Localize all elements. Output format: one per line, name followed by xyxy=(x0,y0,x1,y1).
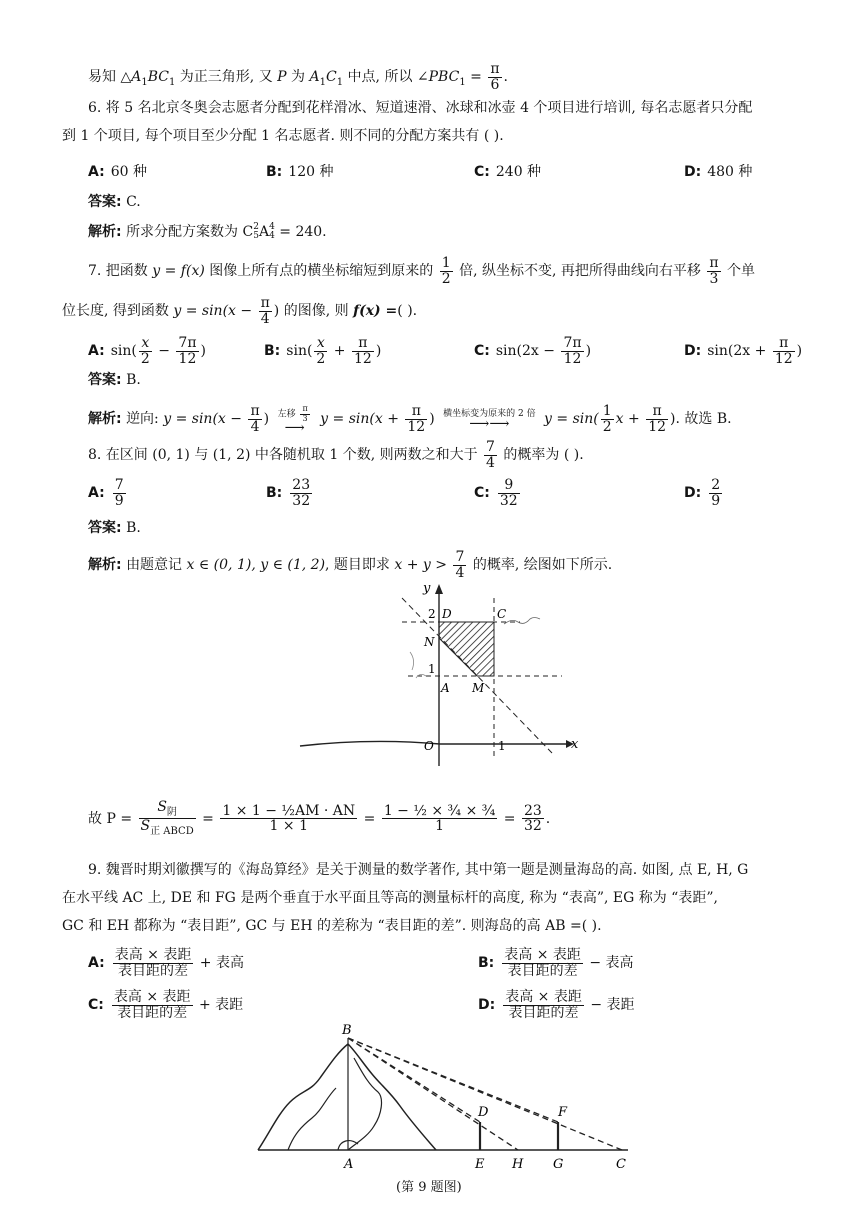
conclusion-frac2 xyxy=(220,804,357,834)
q7-line1 xyxy=(88,256,755,286)
opt-frac1 xyxy=(314,336,327,366)
frac-den: 表目距的差 xyxy=(112,1005,193,1021)
x-axis xyxy=(300,741,568,746)
q8-an-frac xyxy=(453,550,466,580)
q8-conclusion xyxy=(88,800,550,838)
q8-graph xyxy=(290,578,590,773)
conclusion-p: 故 P = xyxy=(88,810,137,827)
intro-tri-sub2: 1 xyxy=(168,76,176,88)
analysis-label: 解析: xyxy=(88,411,122,428)
frac-num: 1 xyxy=(441,255,451,271)
arrow-icon: ⟶⟶ xyxy=(469,415,510,432)
q7-an-c: ) xyxy=(263,411,270,428)
frac-den: 12 xyxy=(774,350,793,367)
answer-label: 答案: xyxy=(88,520,122,536)
arrow-label: 横坐标变为原来的 2 倍 xyxy=(443,408,536,419)
eq-sign: = xyxy=(503,810,520,827)
frac-num: 表高 × 表距 xyxy=(113,989,191,1005)
intro-text-d: 中点, 所以 ∠ xyxy=(343,69,429,86)
frac-den: 4 xyxy=(259,311,272,327)
q7-l1c: 图像上所有点的横坐标缩短到原来的 xyxy=(204,263,438,280)
scribble-mark xyxy=(410,652,426,678)
frac-num: 7π xyxy=(563,335,582,351)
intro-frac-num: π xyxy=(490,61,500,77)
frac-num xyxy=(139,800,196,818)
frac-num: 1 xyxy=(602,403,612,419)
q9-figure xyxy=(250,1022,640,1172)
q7-l1d: 倍, 纵坐标不变, 再把所得曲线向右平移 xyxy=(454,263,706,280)
q7-l2c: ) xyxy=(273,303,280,320)
option-letter: D: xyxy=(684,485,702,502)
frac-num: 表高 × 表距 xyxy=(505,989,582,1005)
q7-an-d: y = sin(x + xyxy=(320,411,404,428)
graph-two: 2 xyxy=(428,607,436,621)
q7-an-g: x + xyxy=(615,411,645,428)
graph-a: A xyxy=(441,681,450,695)
intro-text-b: 为正三角形, 又 xyxy=(175,69,278,86)
q7-pi4-frac xyxy=(259,296,272,326)
frac-num: 7 xyxy=(114,477,124,493)
q9-line2: 在水平线 AC 上, DE 和 FG 是两个垂直于水平面且等高的测量标杆的高度, 称为 “表高”, EG 称为 “表距”, xyxy=(62,890,718,906)
q6-option-d xyxy=(684,162,752,182)
answer-value: B. xyxy=(126,520,141,536)
option-tail: + 表距 xyxy=(194,997,244,1014)
frac-den: 2 xyxy=(441,270,451,287)
frac-den: 3 xyxy=(300,414,309,423)
frac-num: 表高 × 表距 xyxy=(504,947,581,963)
frac-den: 4 xyxy=(248,419,261,435)
option-frac xyxy=(290,478,312,508)
q7-option-c xyxy=(474,336,591,366)
q7-l2f: ( ). xyxy=(397,303,418,320)
frac-num: 9 xyxy=(504,477,514,493)
opt-mid: − xyxy=(153,343,175,360)
graph-y-label: y xyxy=(423,581,431,596)
graph-origin: O xyxy=(424,739,434,753)
frac-num: π xyxy=(652,403,662,419)
frac-den: 12 xyxy=(407,418,426,435)
frac-den: 表目距的差 xyxy=(503,1005,584,1021)
q9-line3: GC 和 EH 都称为 “表目距”, GC 与 EH 的差称为 “表目距的差”. 则海岛的高 AB =( ). xyxy=(62,918,602,934)
frac-den: 32 xyxy=(499,492,518,509)
q8-an-d: x + y > xyxy=(394,557,452,574)
q6-analysis xyxy=(88,222,327,242)
conclusion-frac4 xyxy=(522,804,544,834)
island-outline xyxy=(258,1044,436,1150)
q8-analysis xyxy=(88,550,612,580)
frac-den: 9 xyxy=(711,492,721,509)
q7-an-frac3 xyxy=(601,404,614,434)
frac-den: 2 xyxy=(316,350,326,367)
intro-mid2-sub: 1 xyxy=(336,76,344,88)
frac-den: 2 xyxy=(602,418,612,435)
q9-option-d xyxy=(478,990,635,1020)
opt-pre: sin(2x + xyxy=(707,343,771,360)
opt-post: ) xyxy=(375,343,382,360)
frac-num: 1 − ½ × ¾ × ¾ xyxy=(383,802,496,819)
arrow-icon: ⟶ xyxy=(284,420,305,437)
s-square-sub: 正 ABCD xyxy=(150,826,194,838)
q7-l1b: y = f(x) xyxy=(152,263,205,280)
q9-option-a xyxy=(88,948,244,978)
option-letter: C: xyxy=(474,343,490,360)
frac-den xyxy=(139,818,196,837)
fig-label-e: E xyxy=(475,1157,485,1172)
opt-frac2 xyxy=(176,336,198,366)
q7-an-a: 逆向: xyxy=(126,411,164,428)
frac-num: 1 × 1 − ½AM · AN xyxy=(222,802,356,819)
conclusion-frac3 xyxy=(382,804,498,834)
option-letter: A: xyxy=(88,955,105,972)
frac-num: x xyxy=(141,335,150,351)
frac-den: 12 xyxy=(176,351,198,367)
frac-num: π xyxy=(358,335,368,351)
answer-label: 答案: xyxy=(88,194,122,210)
frac-num: x xyxy=(316,335,325,351)
conclusion-end: . xyxy=(545,810,551,827)
frac-num: π xyxy=(302,404,308,414)
graph-c: C xyxy=(497,607,507,621)
option-letter: B: xyxy=(266,485,283,502)
q6-analysis-a: 所求分配方案数为 C xyxy=(126,224,254,240)
q7-l2e: f(x) = xyxy=(353,303,398,320)
intro-tri-sub1: 1 xyxy=(141,76,148,88)
q8-option-b xyxy=(266,478,314,508)
q8-answer xyxy=(88,518,141,538)
frac-den: 4 xyxy=(486,454,495,471)
opt-pre: sin( xyxy=(286,343,313,360)
q8-option-d xyxy=(684,478,724,508)
intro-mid2: C xyxy=(326,69,337,86)
q7-option-b xyxy=(264,336,381,366)
q8-line1 xyxy=(88,440,584,470)
q7-pi3-frac xyxy=(707,256,720,286)
q7-l2d: 的图像, 则 xyxy=(279,303,354,320)
frac-den: 3 xyxy=(707,271,720,287)
q7-l2a: 位长度, 得到函数 xyxy=(62,303,174,320)
q6-option-text: 120 种 xyxy=(288,164,334,180)
sight-bf xyxy=(348,1038,558,1122)
conclusion-frac1 xyxy=(139,800,196,838)
option-letter: C: xyxy=(88,997,104,1014)
option-frac xyxy=(112,990,193,1020)
opt-pre: sin( xyxy=(110,343,137,360)
q7-l1e: 个单 xyxy=(722,263,755,280)
fig-label-d: D xyxy=(478,1105,489,1120)
opt-mid: + xyxy=(329,343,350,360)
answer-value: B. xyxy=(126,372,141,388)
y-axis-arrow-icon xyxy=(435,584,443,594)
q7-an-e: ) xyxy=(429,411,435,428)
frac-num: 表高 × 表距 xyxy=(114,947,192,963)
option-letter: C: xyxy=(474,485,490,502)
option-tail: + 表高 xyxy=(195,955,244,972)
frac-num: 23 xyxy=(523,802,542,819)
q8-an-e: 的概率, 绘图如下所示. xyxy=(468,557,613,574)
fig-label-h: H xyxy=(512,1157,524,1172)
q7-option-d xyxy=(684,336,802,366)
q6-line2: 到 1 个项目, 每个项目至少分配 1 名志愿者. 则不同的分配方案共有 ( ). xyxy=(62,128,504,144)
q7-l1a: 7. 把函数 xyxy=(88,263,153,280)
frac-den: 2 xyxy=(140,350,150,367)
s-shade: S xyxy=(157,799,167,815)
frac-num: 2 xyxy=(711,477,721,493)
option-frac xyxy=(113,948,194,978)
frac-num: π xyxy=(779,335,789,351)
eq-sign: = xyxy=(363,810,380,827)
intro-text-c: 为 xyxy=(286,69,310,86)
frac-num: 7π xyxy=(178,335,197,351)
q8-an-a: 由题意记 xyxy=(126,557,187,574)
fig-label-a: A xyxy=(344,1157,354,1172)
opt-post: ) xyxy=(796,343,803,360)
q6-a-sup: 4 xyxy=(269,222,275,232)
q9-line1: 9. 魏晋时期刘徽撰写的《海岛算经》是关于测量的数学著作, 其中第一题是测量海岛的高. 如图, 点 E, H, G xyxy=(88,862,749,878)
frac-den: 12 xyxy=(648,418,667,435)
intro-mid1: A xyxy=(309,69,320,86)
option-letter: D: xyxy=(478,997,496,1014)
opt-frac2 xyxy=(561,336,583,366)
q6-option-letter: A: xyxy=(88,164,105,180)
q6-option-c xyxy=(474,162,541,182)
q8-an-b: x ∈ (0, 1), y ∈ (1, 2) xyxy=(186,557,326,574)
graph-one-x: 1 xyxy=(498,739,506,753)
answer-value: C. xyxy=(126,194,141,210)
q6-option-text: 240 种 xyxy=(495,164,542,180)
q6-option-letter: B: xyxy=(266,164,283,180)
frac-den: 32 xyxy=(523,818,542,835)
q6-analysis-b: A xyxy=(258,224,270,240)
intro-line xyxy=(88,62,508,93)
option-letter: D: xyxy=(684,343,702,360)
q8-l1a: 8. 在区间 (0, 1) 与 (1, 2) 中各随机取 1 个数, 则两数之和大于 xyxy=(88,447,483,464)
q7-an-frac2 xyxy=(405,404,427,434)
intro-eq: = xyxy=(465,69,487,86)
q9-option-b xyxy=(478,948,634,978)
q9-option-c xyxy=(88,990,243,1020)
q6-answer xyxy=(88,192,141,212)
frac-den: 32 xyxy=(292,492,311,509)
graph-one-y: 1 xyxy=(428,662,436,676)
option-tail: − 表高 xyxy=(584,955,634,972)
opt-frac1 xyxy=(139,336,152,366)
q6-c-sub: 5 xyxy=(253,231,259,241)
q6-analysis-c: = 240. xyxy=(274,224,327,240)
q7-an-f: y = sin( xyxy=(544,411,599,428)
frac-num: π xyxy=(709,255,719,271)
scribble-mark xyxy=(504,618,540,625)
arrow-label-text: 左移 xyxy=(277,409,299,420)
intro-end: . xyxy=(503,69,508,86)
q6-line1: 6. 将 5 名北京冬奥会志愿者分配到花样滑冰、短道速滑、冰球和冰壶 4 个项目进行培训, 每名志愿者只分配 xyxy=(88,100,753,116)
frac-num: 23 xyxy=(292,477,311,493)
q8-an-c: , 题目即求 xyxy=(325,557,395,574)
frac-den: 12 xyxy=(561,351,583,367)
q7-half-frac xyxy=(440,256,453,286)
frac-den: 表目距的差 xyxy=(113,963,194,979)
frac-den: 1 xyxy=(382,818,498,834)
q7-analysis xyxy=(88,403,732,437)
intro-frac-den: 6 xyxy=(488,77,501,93)
fig-label-b: B xyxy=(342,1023,352,1038)
frac-num: π xyxy=(411,403,421,419)
intro-angle: PBC xyxy=(428,69,460,86)
intro-angle-sub: 1 xyxy=(459,76,466,88)
intro-frac xyxy=(488,62,501,92)
frac-den: 12 xyxy=(353,350,372,367)
q7-l2b: y = sin(x − xyxy=(173,303,257,320)
q6-option-text: 60 种 xyxy=(110,164,147,180)
q8-frac xyxy=(484,440,497,470)
fig-label-f: F xyxy=(558,1105,568,1120)
scale-arrow xyxy=(443,408,536,432)
q7-an-frac1 xyxy=(248,404,261,434)
s-shade-sub: 阴 xyxy=(166,806,177,818)
q6-option-text: 480 种 xyxy=(707,164,753,180)
shaded-region xyxy=(439,622,494,676)
option-tail: − 表距 xyxy=(585,997,635,1014)
q6-a-sub: 4 xyxy=(269,231,275,241)
graph-m: M xyxy=(472,681,485,695)
graph-n: N xyxy=(424,635,435,649)
frac-num: 7 xyxy=(455,549,465,565)
option-frac xyxy=(113,478,126,508)
option-frac xyxy=(709,478,722,508)
q7-option-a xyxy=(88,336,206,366)
q8-option-a xyxy=(88,478,128,508)
figure-caption: (第 9 题图) xyxy=(396,1180,462,1195)
frac-den: 表目距的差 xyxy=(502,963,583,979)
shift-arrow xyxy=(277,404,312,437)
intro-p: P xyxy=(277,69,287,86)
fig-label-g: G xyxy=(553,1157,564,1172)
q7-an-frac4 xyxy=(646,404,668,434)
analysis-label: 解析: xyxy=(88,224,122,240)
q6-option-b xyxy=(266,162,333,182)
frac-den: 4 xyxy=(455,564,465,581)
intro-mid1-sub: 1 xyxy=(319,76,326,88)
frac-num: π xyxy=(250,403,260,419)
q7-line2 xyxy=(62,296,417,326)
frac-num: π xyxy=(260,295,270,311)
graph-d: D xyxy=(442,607,452,621)
intro-text-a: 易知 △ xyxy=(88,69,132,86)
q6-option-a xyxy=(88,162,147,182)
frac-den: 9 xyxy=(114,492,124,509)
q7-an-b: y = sin(x − xyxy=(163,411,247,428)
analysis-label: 解析: xyxy=(88,557,122,574)
intro-tri: A xyxy=(131,69,142,86)
option-frac xyxy=(502,948,583,978)
option-frac xyxy=(498,478,520,508)
option-letter: B: xyxy=(264,343,281,360)
frac-num: 7 xyxy=(486,439,495,455)
q6-option-letter: D: xyxy=(684,164,702,180)
option-letter: B: xyxy=(478,955,495,972)
q6-option-letter: C: xyxy=(474,164,490,180)
option-letter: A: xyxy=(88,343,105,360)
q7-an-h: ). 故选 B. xyxy=(670,411,732,428)
frac-den: 1 × 1 xyxy=(220,818,357,834)
graph-x-label: x xyxy=(571,737,579,752)
answer-label: 答案: xyxy=(88,372,122,388)
opt-frac2 xyxy=(352,336,374,366)
option-frac xyxy=(503,990,584,1020)
q7-answer xyxy=(88,370,141,390)
intro-tri-b: BC xyxy=(147,69,169,86)
opt-pre: sin(2x − xyxy=(495,343,560,360)
q6-c-sup: 2 xyxy=(253,222,259,232)
opt-post: ) xyxy=(200,343,206,360)
q8-l1b: 的概率为 ( ). xyxy=(498,447,584,464)
q8-option-c xyxy=(474,478,522,508)
fig-label-c: C xyxy=(616,1157,626,1172)
opt-post: ) xyxy=(585,343,592,360)
option-letter: A: xyxy=(88,485,105,502)
opt-frac2 xyxy=(773,336,795,366)
eq-sign: = xyxy=(202,810,219,827)
island-inner xyxy=(288,1058,381,1150)
s-square: S xyxy=(140,818,151,835)
